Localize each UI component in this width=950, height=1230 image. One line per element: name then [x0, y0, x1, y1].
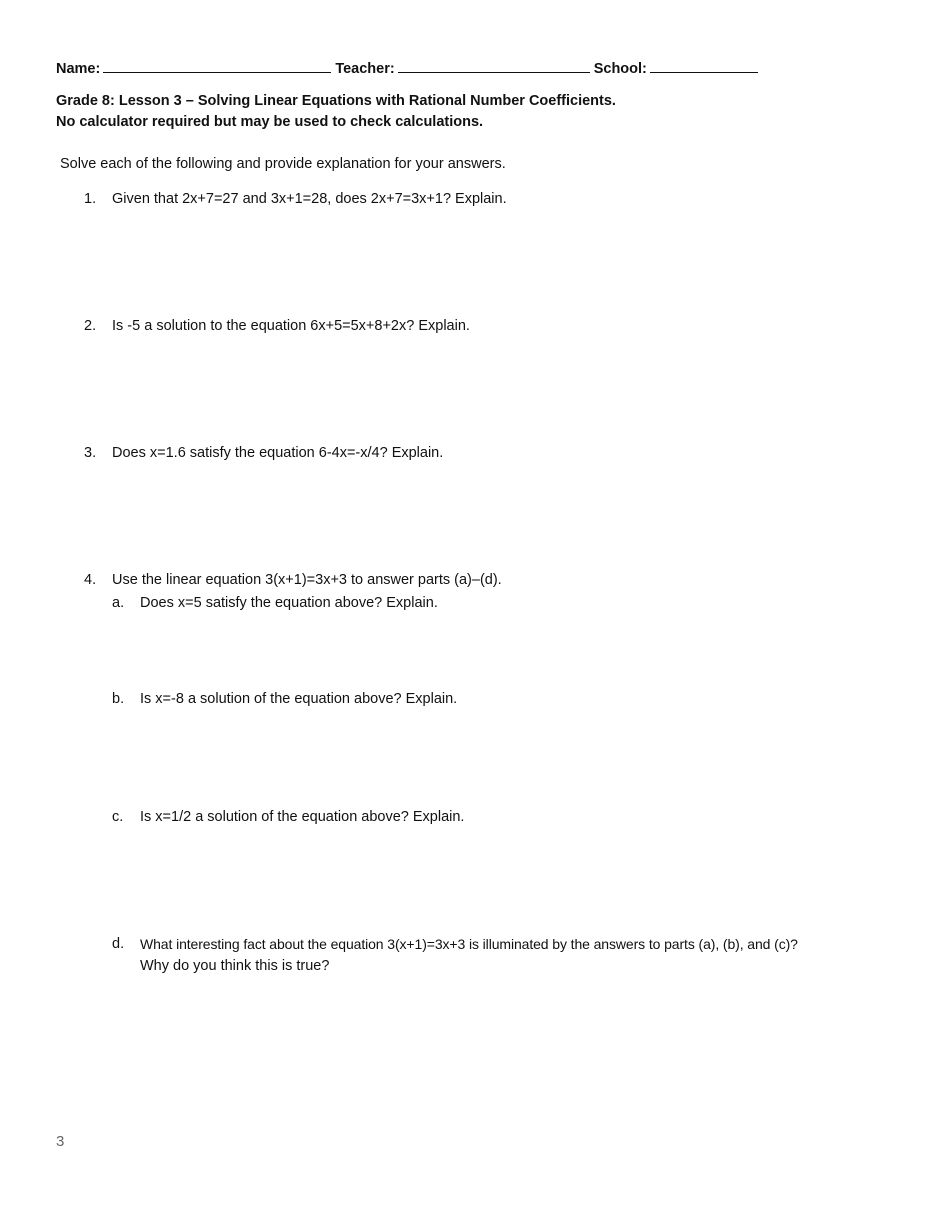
school-blank[interactable] — [650, 59, 758, 73]
teacher-blank[interactable] — [398, 59, 590, 73]
part-d-letter: d. — [112, 936, 125, 952]
part-a-text: Does x=5 satisfy the equation above? Explain. — [140, 595, 438, 611]
question-3-number: 3. — [84, 445, 97, 461]
question-2-text: Is -5 a solution to the equation 6x+5=5x+8+2x? Explain. — [112, 318, 470, 334]
question-4-number: 4. — [84, 572, 97, 588]
question-4-text: Use the linear equation 3(x+1)=3x+3 to answer parts (a)–(d). — [112, 572, 502, 588]
question-1-text: Given that 2x+7=27 and 3x+1=28, does 2x+7=3x+1? Explain. — [112, 191, 507, 207]
question-2-number: 2. — [84, 318, 97, 334]
teacher-label: Teacher: — [335, 61, 395, 77]
part-b-text: Is x=-8 a solution of the equation above? Explain. — [140, 691, 458, 707]
page-number: 3 — [56, 1133, 65, 1150]
header-fields — [56, 59, 762, 77]
part-c-text: Is x=1/2 a solution of the equation above? Explain. — [140, 809, 465, 825]
name-label: Name: — [56, 61, 101, 77]
part-a-letter: a. — [112, 595, 125, 611]
part-d-text: What interesting fact about the equation 3(x+1)=3x+3 is illuminated by the answers to parts (a), (b), and (c)? — [140, 936, 798, 952]
part-b-letter: b. — [112, 691, 125, 707]
school-label: School: — [593, 61, 647, 77]
lesson-title: Grade 8: Lesson 3 – Solving Linear Equations with Rational Number Coefficients. — [56, 93, 616, 109]
part-c-letter: c. — [112, 809, 124, 825]
part-d-text-line2: Why do you think this is true? — [140, 958, 330, 974]
question-3-text: Does x=1.6 satisfy the equation 6-4x=-x/4? Explain. — [112, 445, 444, 461]
name-blank[interactable] — [103, 59, 331, 73]
calculator-note: No calculator required but may be used to check calculations. — [56, 114, 484, 130]
instructions: Solve each of the following and provide explanation for your answers. — [60, 156, 506, 172]
question-1-number: 1. — [84, 191, 97, 207]
